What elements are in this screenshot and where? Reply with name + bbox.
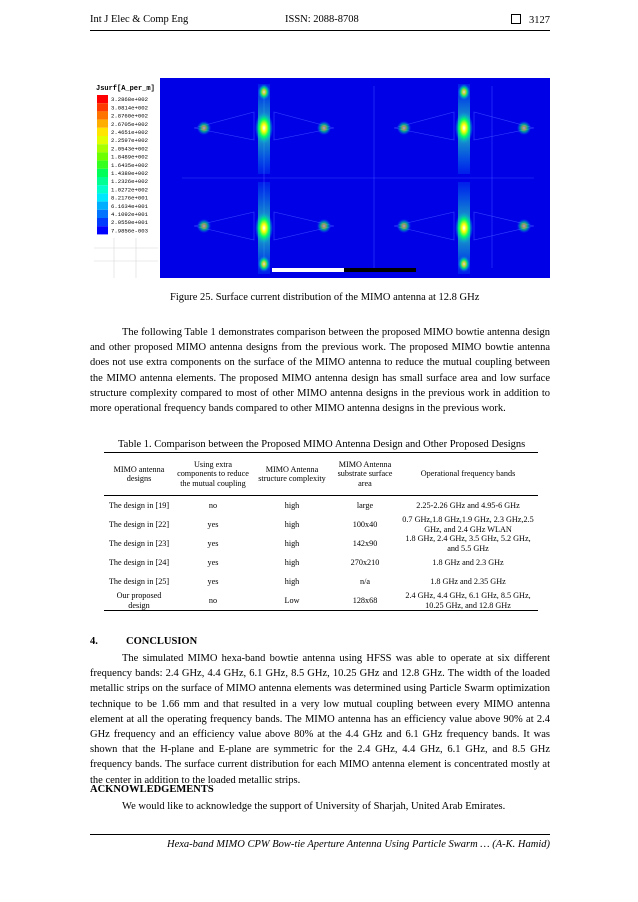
table-cell: yes bbox=[207, 538, 219, 548]
table-cell: 142x90 bbox=[352, 538, 378, 548]
table-cell: high bbox=[284, 576, 300, 586]
scale-bar-white bbox=[272, 268, 344, 272]
table-cell: Our proposed design bbox=[116, 591, 162, 610]
table-cell: Low bbox=[284, 595, 300, 605]
table-cell: no bbox=[208, 595, 218, 605]
table-cell: 1.8 GHz, 2.4 GHz, 3.5 GHz, 5.2 GHz, and 5.5 GHz bbox=[405, 534, 531, 553]
legend-swatch bbox=[97, 226, 108, 234]
legend-value: 1.8489e+002 bbox=[111, 153, 148, 161]
table-cell: 128x68 bbox=[352, 595, 378, 605]
legend-value: 2.4651e+002 bbox=[111, 129, 148, 136]
table-cell: yes bbox=[207, 576, 219, 586]
legend-value: 1.0272e+002 bbox=[111, 186, 148, 194]
page-number-wrap bbox=[511, 14, 550, 26]
table-header-row bbox=[104, 453, 538, 496]
issn: ISSN: 2088-8708 bbox=[285, 14, 359, 25]
table-cell: 270x210 bbox=[350, 557, 380, 567]
legend-swatch bbox=[97, 185, 108, 193]
table-cell: 2.25-2.26 GHz and 4.95-6 GHz bbox=[416, 500, 520, 510]
color-legend bbox=[97, 95, 149, 234]
legend-value: 4.1092e+001 bbox=[111, 211, 148, 218]
table-cell: high bbox=[284, 519, 300, 529]
table-row bbox=[104, 591, 538, 611]
section-number: 4. bbox=[90, 636, 98, 647]
legend-title: Jsurf[A_per_m] bbox=[96, 85, 155, 93]
table-cell: no bbox=[208, 500, 218, 510]
legend-swatch bbox=[97, 95, 108, 103]
table-cell: n/a bbox=[359, 576, 370, 586]
table-cell: high bbox=[284, 538, 300, 548]
header-rule bbox=[90, 30, 550, 31]
legend-value: 7.9856e-003 bbox=[111, 227, 148, 235]
table-row bbox=[104, 496, 538, 516]
table-cell: high bbox=[284, 557, 300, 567]
table-cell: The design in [19] bbox=[108, 500, 170, 510]
journal-name: Int J Elec & Comp Eng bbox=[90, 14, 189, 25]
legend-value: 1.4380e+002 bbox=[111, 170, 148, 177]
legend-swatch bbox=[97, 202, 108, 210]
table-cell: The design in [23] bbox=[108, 538, 170, 548]
table-cell: 1.8 GHz and 2.3 GHz bbox=[432, 557, 504, 567]
surface-current-figure bbox=[94, 78, 550, 282]
table-cell: high bbox=[284, 500, 300, 510]
legend-swatch bbox=[97, 128, 108, 136]
legend-value: 2.8760e+002 bbox=[111, 112, 148, 120]
table-cell: 100x40 bbox=[352, 519, 378, 529]
legend-value: 1.2326e+002 bbox=[111, 178, 148, 186]
conclusion-heading bbox=[90, 636, 197, 647]
legend-swatch bbox=[97, 120, 108, 128]
intro-paragraph: The following Table 1 demonstrates comparison between the proposed MIMO bowtie antenna design and other proposed MIMO antenna designs from the previous work. The proposed MIMO bowtie antenna does not use extra components on the surface of the MIMO antenna to reduce the mutual coupling between the MIMO antenna elements. The proposed MIMO antenna design has small surface area and low surface structure complexity compared to most of other MIMO antenna designs in the previous work in addition to more operational frequency bands compared to other MIMO antenna designs in the previous work. bbox=[90, 327, 550, 415]
page-footer: Hexa-band MIMO CPW Bow-tie Aperture Antenna Using Particle Swarm … (A-K. Hamid) bbox=[167, 839, 550, 850]
table-row bbox=[104, 515, 538, 534]
comparison-table bbox=[104, 452, 538, 611]
footer-rule bbox=[90, 834, 550, 835]
legend-swatch bbox=[97, 152, 108, 160]
legend-value: 2.0550e+001 bbox=[111, 219, 148, 227]
legend-swatch bbox=[97, 210, 108, 218]
table-cell: yes bbox=[207, 557, 219, 567]
legend-value: 3.0814e+002 bbox=[111, 104, 148, 112]
figure-caption: Figure 25. Surface current distribution of the MIMO antenna at 12.8 GHz bbox=[170, 292, 480, 303]
table-caption: Table 1. Comparison between the Proposed MIMO Antenna Design and Other Proposed Designs bbox=[118, 439, 526, 450]
legend-value: 3.2868e+002 bbox=[111, 96, 148, 104]
legend-value: 8.2176e+001 bbox=[111, 194, 148, 202]
acknowledgements-paragraph: We would like to acknowledge the support of University of Sharjah, United Arab Emirates. bbox=[122, 801, 506, 812]
legend-swatch bbox=[97, 177, 108, 185]
legend-value: 2.2597e+002 bbox=[111, 137, 148, 145]
legend-swatch bbox=[97, 144, 108, 152]
scale-bar-black bbox=[344, 268, 416, 272]
legend-swatch bbox=[97, 218, 108, 226]
page-number: 3127 bbox=[529, 15, 550, 26]
acknowledgements-heading: ACKNOWLEDGEMENTS bbox=[90, 784, 214, 795]
table-header-cell: MIMO Antenna substrate surface area bbox=[337, 459, 393, 488]
table-header-cell: Operational frequency bands bbox=[420, 469, 516, 479]
legend-swatch bbox=[97, 169, 108, 177]
table-cell: large bbox=[356, 500, 374, 510]
legend-swatch bbox=[97, 103, 108, 111]
legend-swatch bbox=[97, 136, 108, 144]
table-header-cell: Using extra components to reduce the mutual coupling bbox=[177, 459, 249, 488]
table-cell: The design in [25] bbox=[108, 576, 170, 586]
table-cell: 1.8 GHz and 2.35 GHz bbox=[430, 576, 506, 586]
legend-value: 1.6435e+002 bbox=[111, 161, 148, 169]
legend-value: 6.1634e+001 bbox=[111, 202, 148, 210]
table-cell: 0.7 GHz,1.8 GHz,1.9 GHz, 2.3 GHz,2.5 GHz, and 2.4 GHz WLAN bbox=[402, 515, 534, 534]
legend-value: 2.0543e+002 bbox=[111, 145, 148, 153]
legend-swatch bbox=[97, 193, 108, 201]
table-header-cell: MIMO Antenna structure complexity bbox=[258, 464, 326, 483]
table-row bbox=[104, 534, 538, 553]
table-cell: The design in [22] bbox=[108, 519, 170, 529]
table-cell: The design in [24] bbox=[108, 557, 170, 567]
legend-swatch bbox=[97, 161, 108, 169]
table-header-cell: MIMO antenna designs bbox=[113, 464, 165, 483]
legend-value: 2.6705e+002 bbox=[111, 120, 148, 128]
table-row bbox=[104, 553, 538, 572]
table-cell: 2.4 GHz, 4.4 GHz, 6.1 GHz, 8.5 GHz, 10.25 GHz, and 12.8 GHz bbox=[405, 591, 531, 610]
legend-swatch bbox=[97, 111, 108, 119]
section-title: CONCLUSION bbox=[126, 636, 198, 647]
table-row bbox=[104, 572, 538, 591]
checkbox-icon bbox=[511, 14, 521, 24]
table-cell: yes bbox=[207, 519, 219, 529]
page-header bbox=[90, 14, 550, 28]
conclusion-paragraph: The simulated MIMO hexa-band bowtie antenna using HFSS was able to operate at six different frequency bands: 2.4 GHz, 4.4 GHz, 6.1 GHz, 8.5 GHz, 10.25 GHz and 12.8 GHz. The width of the loaded metallic strips on the surface of MIMO antenna elements was determined using Particle Swarm optimization technique to be 1.66 mm and that resulted in a very low mutual coupling between every MIMO antenna element at all the operating frequency bands. The MIMO antenna has an efficiency value above 90% at 2.4 GHz frequency and an efficiency value above 80% at the 4.4 GHz and 6.1 GHz frequency bands. It was shown that the H-plane and E-plane are symmetric for the 2.4 GHz, 4.4 GHz, 6.1 GHz, and 8.5 GHz frequency bands. The surface current distribution for each MIMO antenna element is concentrated mostly at the center in addition to the loaded metallic strips. bbox=[90, 653, 550, 786]
